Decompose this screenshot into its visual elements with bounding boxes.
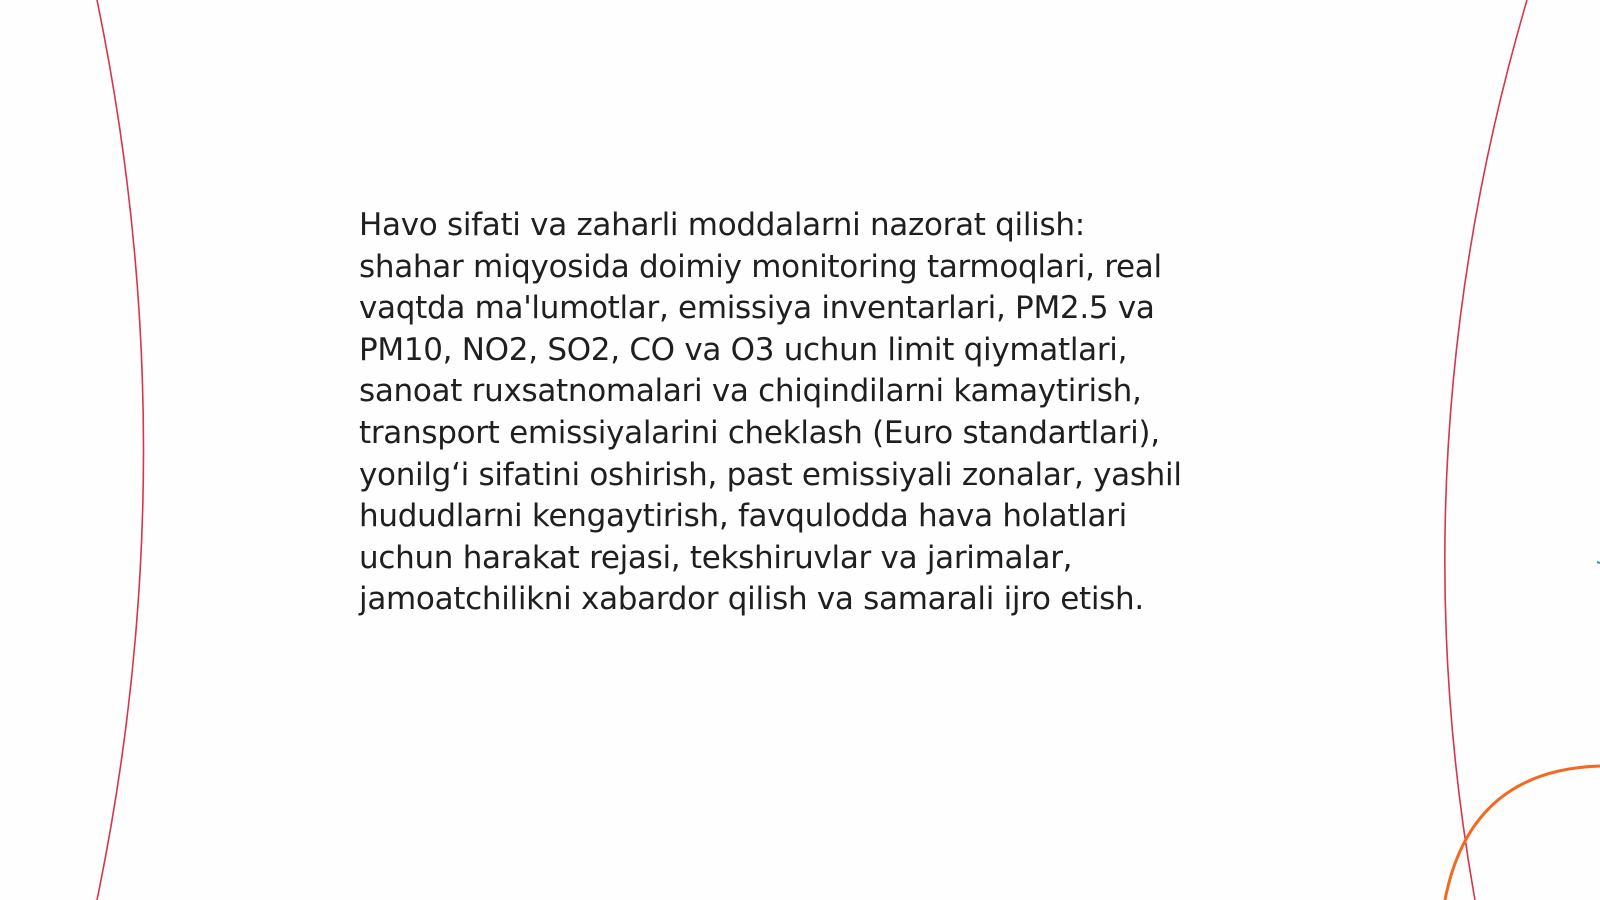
orange-arc xyxy=(1445,766,1600,900)
slide-body-text xyxy=(359,205,1259,621)
body-line-2: shahar miqyosida doimiy monitoring tarmoqlari, real xyxy=(359,248,1162,285)
body-line-1: Havo sifati va zaharli moddalarni nazorat qilish: xyxy=(359,207,1085,243)
body-line-9: uchun harakat rejasi, tekshiruvlar va jarimalar, xyxy=(359,539,1073,576)
body-line-8: hududlarni kengaytirish, favqulodda hava holatlari xyxy=(359,498,1127,535)
body-line-3: vaqtda ma'lumotlar, emissiya inventarlari, PM2.5 va xyxy=(359,290,1155,327)
body-line-4: PM10, NO2, SO2, CO va O3 uchun limit qiymatlari, xyxy=(359,331,1128,368)
left-curve xyxy=(97,0,144,900)
body-line-5: sanoat ruxsatnomalari va chiqindilarni kamaytirish, xyxy=(359,373,1142,410)
body-line-6: transport emissiyalarini cheklash (Euro standartlari), xyxy=(359,414,1160,451)
body-line-10: jamoatchilikni xabardor qilish va samarali ijro etish. xyxy=(359,581,1144,618)
right-curve xyxy=(1445,0,1527,900)
body-line-7: yonilg‘i sifatini oshirish, past emissiyali zonalar, yashil xyxy=(359,456,1182,493)
